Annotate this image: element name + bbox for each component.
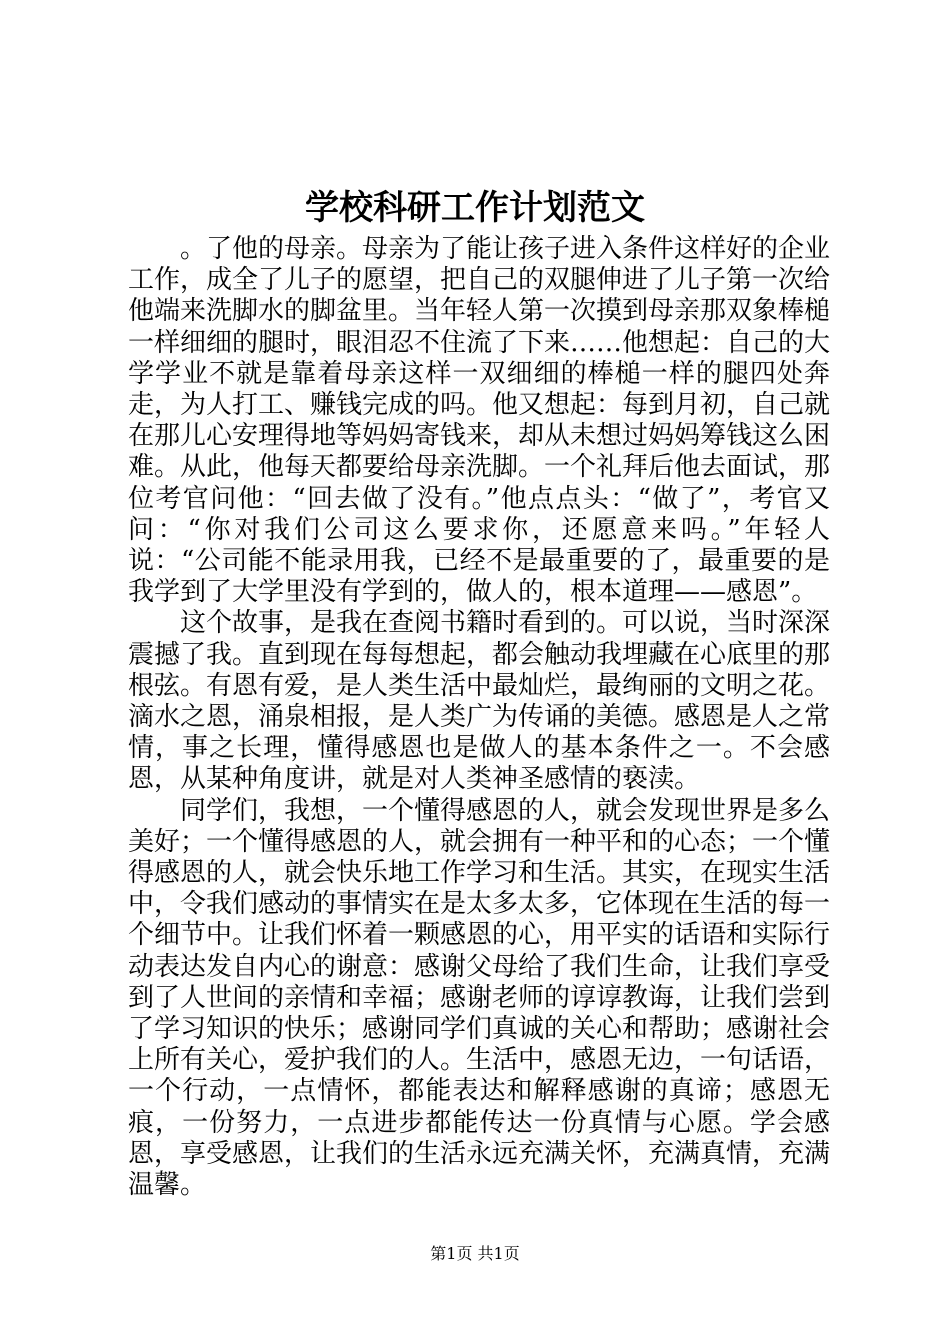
paragraph: 同学们，我想，一个懂得感恩的人，就会发现世界是多么美好；一个懂得感恩的人，就会拥有一种平和的心态；一个懂得感恩的人，就会快乐地工作学习和生活。其实，在现实生活中，令我们感动的事情实在是太多太多，它体现在生活的每一个细节中。让我们怀着一颗感恩的心，用平实的话语和实际行动表达发自内心的谢意：感谢父母给了我们生命，让我们享受到了人世间的亲情和幸福；感谢老师的谆谆教诲，让我们尝到了学习知识的快乐；感谢同学们真诚的关心和帮助；感谢社会上所有关心，爱护我们的人。生活中，感恩无边，一句话语，一个行动，一点情怀，都能表达和解释感谢的真谛；感恩无痕，一份努力，一点进步都能传达一份真情与心愿。学会感恩，享受感恩，让我们的生活永远充满关怀，充满真情，充满温馨。 bbox=[128, 795, 831, 1201]
paragraph: 这个故事，是我在查阅书籍时看到的。可以说，当时深深震撼了我。直到现在每每想起，都会触动我埋藏在心底里的那根弦。有恩有爱，是人类生活中最灿烂，最绚丽的文明之花。滴水之恩，涌泉相报，是人类广为传诵的美德。感恩是人之常情，事之长理，懂得感恩也是做人的基本条件之一。不会感恩，从某种角度讲，就是对人类神圣感情的亵渎。 bbox=[128, 608, 831, 795]
page-footer: 第1页 共1页 bbox=[430, 1244, 520, 1263]
document-title: 学校科研工作计划范文 bbox=[305, 188, 645, 228]
document-body bbox=[128, 234, 830, 1201]
paragraph: 。了他的母亲。母亲为了能让孩子进入条件这样好的企业工作，成全了儿子的愿望，把自己的双腿伸进了儿子第一次给他端来洗脚水的脚盆里。当年轻人第一次摸到母亲那双象棒槌一样细细的腿时，眼泪忍不住流了下来……他想起：自己的大学学业不就是靠着母亲这样一双细细的棒槌一样的腿四处奔走，为人打工、赚钱完成的吗。他又想起：每到月初，自己就在那儿心安理得地等妈妈寄钱来，却从未想过妈妈筹钱这么困难。从此，他每天都要给母亲洗脚。一个礼拜后他去面试，那位考官问他：“回去做了没有。”他点点头：“做了”，考官又问：“你对我们公司这么要求你，还愿意来吗。”年轻人说：“公司能不能录用我，已经不是最重要的了，最重要的是我学到了大学里没有学到的，做人的，根本道理——感恩”。 bbox=[128, 234, 831, 608]
